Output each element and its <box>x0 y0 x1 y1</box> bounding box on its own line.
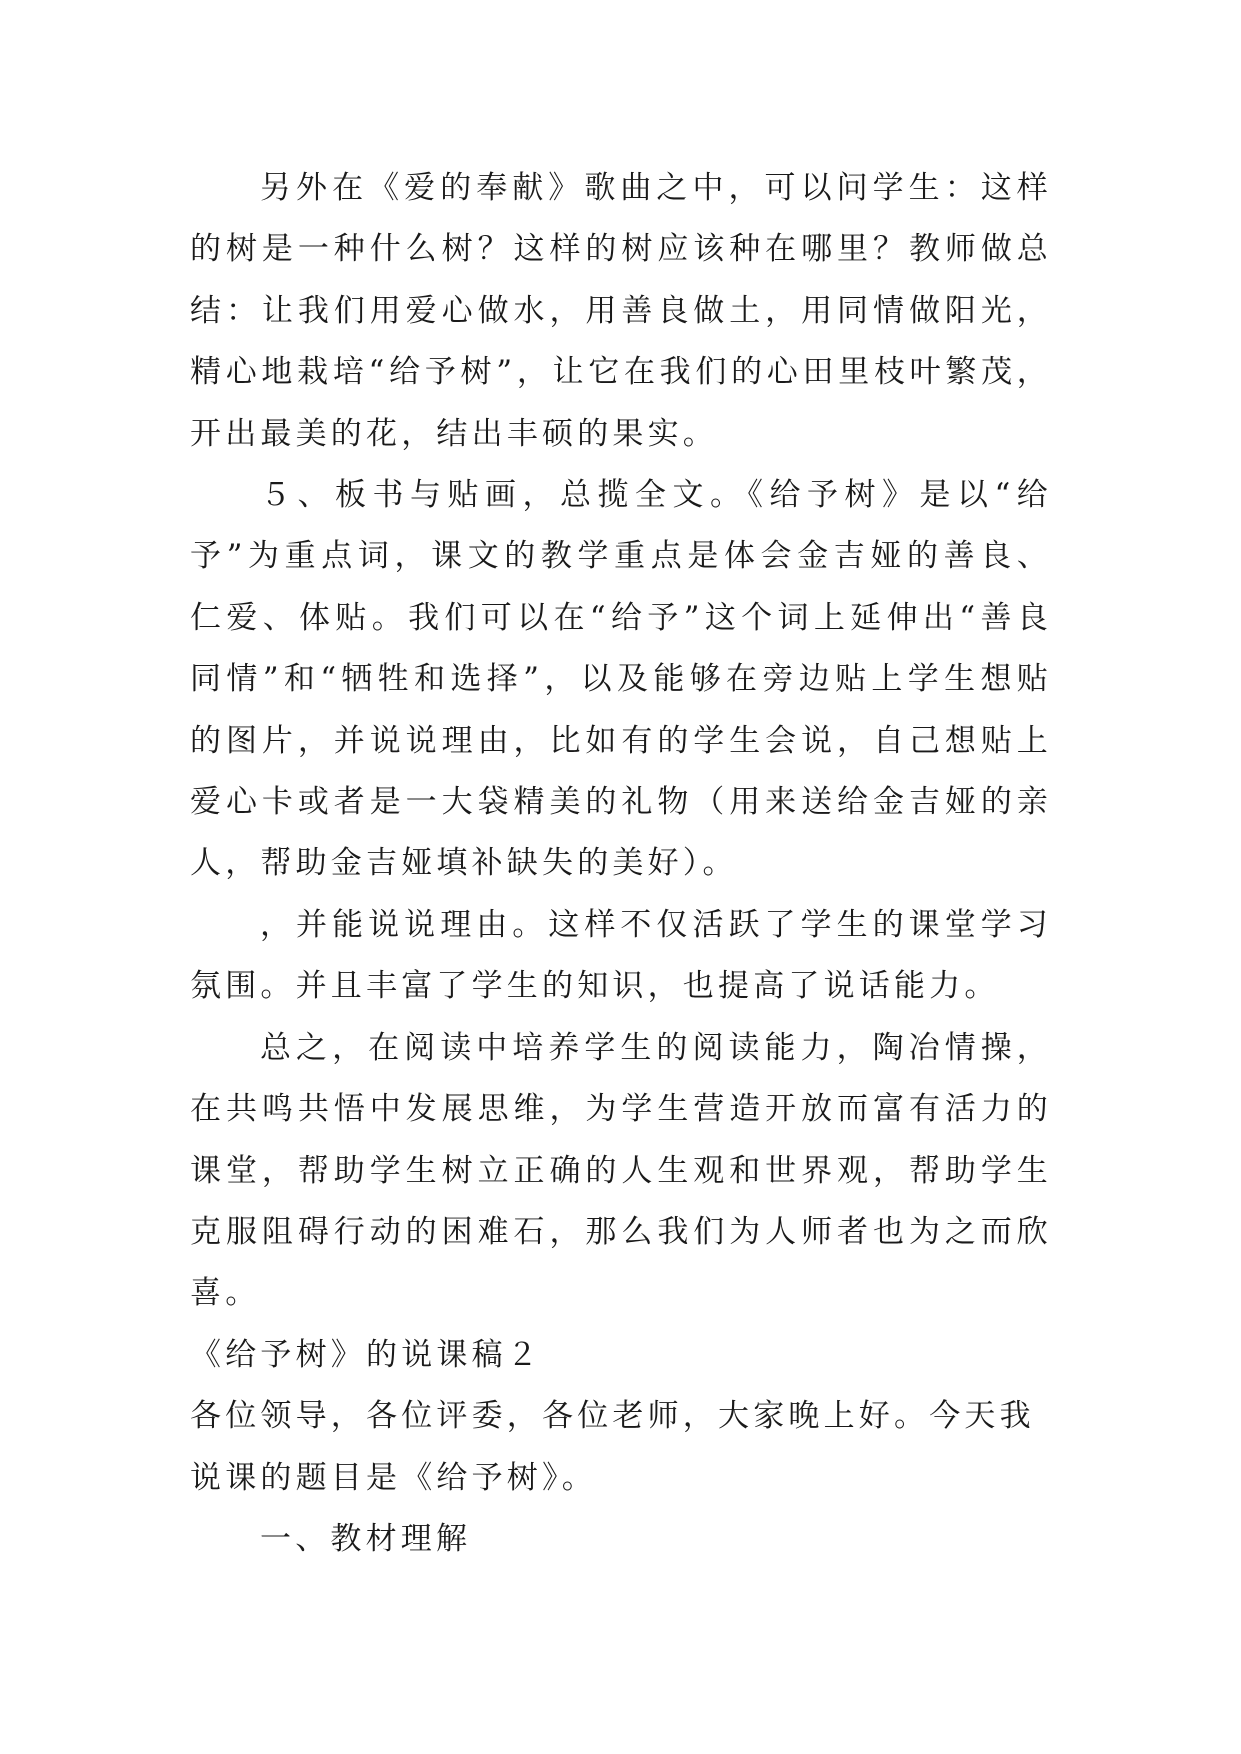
paragraph-conclusion: 总之，在阅读中培养学生的阅读能力，陶冶情操，在共鸣共悟中发展思维，为学生营造开放而富有活力的课堂，帮助学生树立正确的人生观和世界观，帮助学生克服阻碍行动的困难石，那么我们为人师者也为之而欣喜。 <box>190 1029 1052 1312</box>
paragraph-song-trees: 另外在《爱的奉献》歌曲之中，可以问学生：这样的树是一种什么树？这样的树应该种在哪里？教师做总结：让我们用爱心做水，用善良做土，用同情做阳光，精心地栽培“给予树”，让它在我们的心田里枝叶繁茂，开出最美的花，结出丰硕的果实。 <box>190 170 1052 452</box>
paragraph-board-writing: ５、板书与贴画，总揽全文。《给予树》是以“给予”为重点词，课文的教学重点是体会金吉娅的善良、仁爱、体贴。我们可以在“给予”这个词上延伸出“善良同情”和“牺牲和选择”，以及能够在旁边贴上学生想贴的图片，并说说理由，比如有的学生会说，自己想贴上爱心卡或者是一大袋精美的礼物（用来送给金吉娅的亲人，帮助金吉娅填补缺失的美好）。 <box>190 477 1052 882</box>
document-body <box>190 158 1052 1570</box>
section-intro: 各位领导，各位评委，各位老师，大家晚上好。今天我说课的题目是《给予树》。 <box>190 1398 1035 1496</box>
section-title: 《给予树》的说课稿２ <box>190 1336 542 1373</box>
section-heading: 一、教材理解 <box>260 1520 472 1557</box>
paragraph-reasons: ，并能说说理由。这样不仅活跃了学生的课堂学习氛围。并且丰富了学生的知识，也提高了说话能力。 <box>190 906 1052 1005</box>
